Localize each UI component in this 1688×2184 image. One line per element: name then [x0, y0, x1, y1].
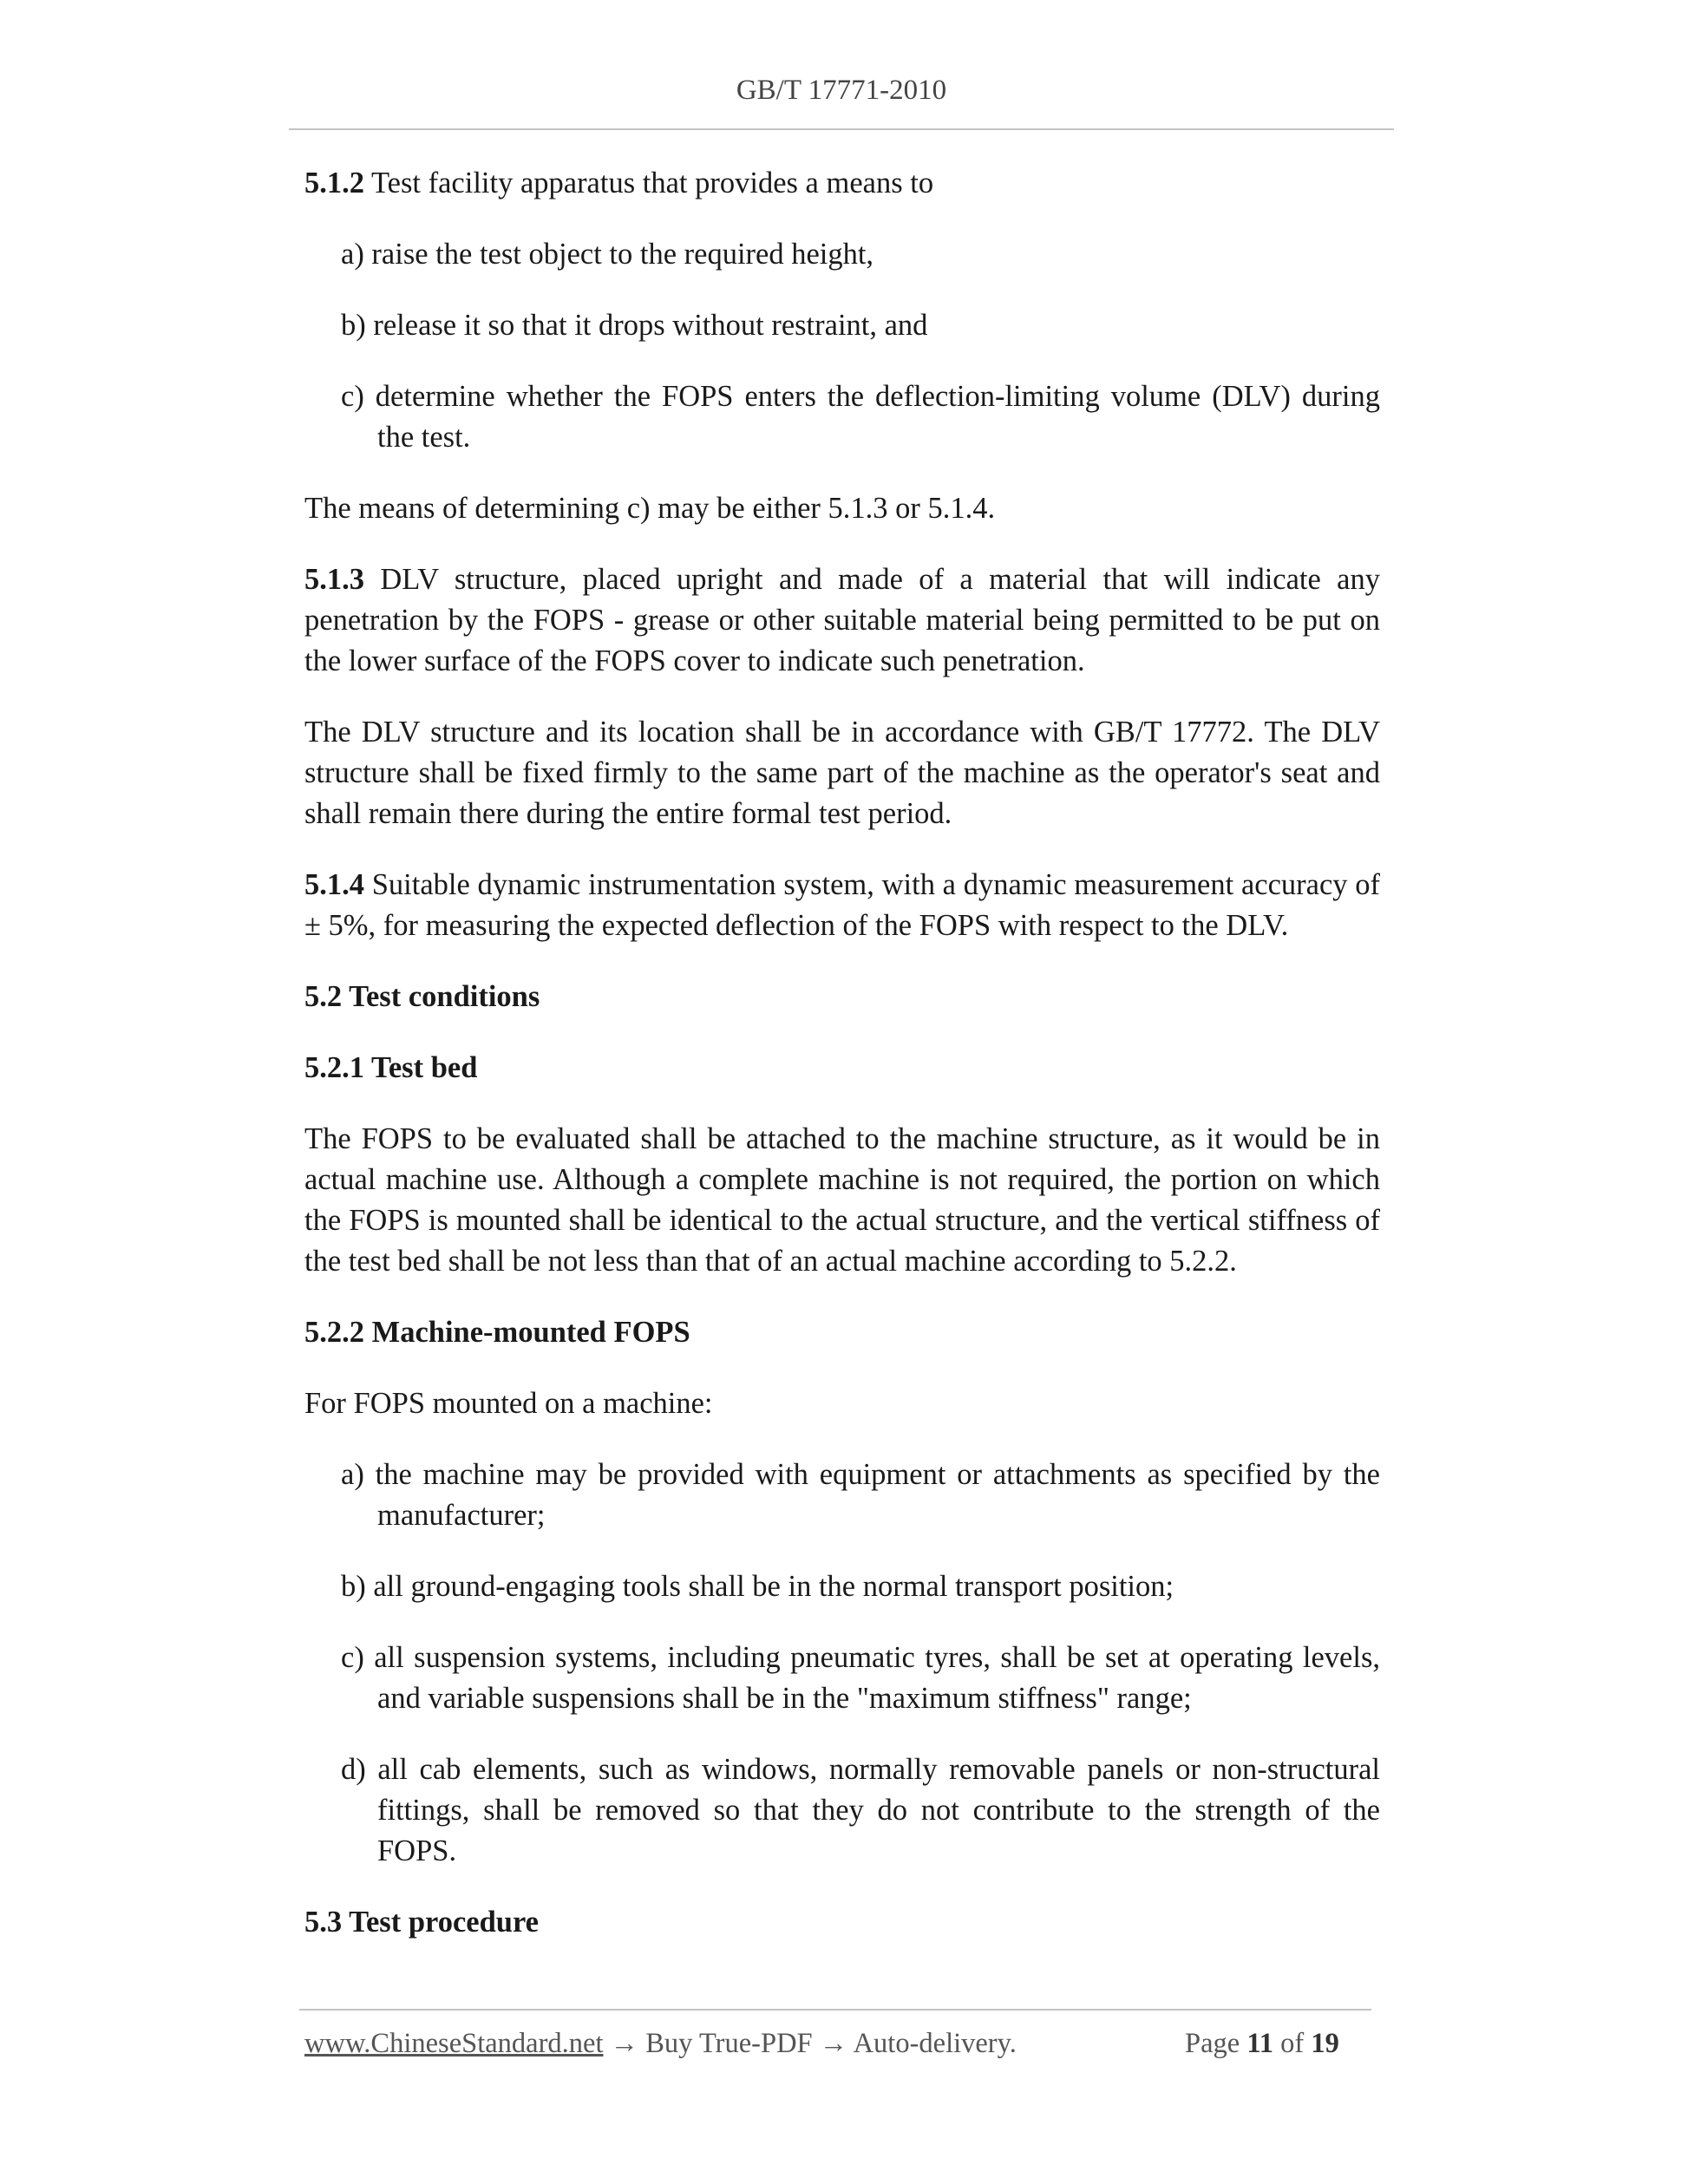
document-body — [304, 163, 1380, 1973]
page-indicator — [1185, 2028, 1339, 2060]
paragraph-test-bed: The FOPS to be evaluated shall be attached to the machine structure, as it would be in actual machine use. Although a complete machine is not required, the portion on which the FOPS is mounted shall be identical to the actual structure, and the vertical stiffness of the test bed shall be not less than that of an actual machine according to 5.2.2. — [304, 1122, 1380, 1278]
clause-5-1-4 — [304, 865, 1380, 946]
website-link[interactable]: www.ChineseStandard.net — [304, 2028, 604, 2059]
clause-number: 5.1.3 — [304, 563, 364, 596]
list-item-a: a) the machine may be provided with equipment or attachments as specified by the manufacturer; — [341, 1458, 1380, 1532]
heading-5-2-2: 5.2.2 Machine-mounted FOPS — [304, 1316, 690, 1349]
clause-text: DLV structure, placed upright and made of a material that will indicate any penetration by the FOPS - grease or other suitable material being permitted to be put on the lower surface of the FOPS cover to indicate such penetration. — [304, 563, 1380, 677]
list-item-c: c) all suspension systems, including pneumatic tyres, shall be set at operating levels, and variable suspensions shall be in the "maximum stiffness" range; — [341, 1641, 1380, 1715]
heading-5-2-1: 5.2.1 Test bed — [304, 1051, 478, 1084]
of-label: of — [1273, 2028, 1312, 2059]
paragraph-means: The means of determining c) may be either 5.1.3 or 5.1.4. — [304, 492, 996, 525]
paragraph-dlv: The DLV structure and its location shall be in accordance with GB/T 17772. The DLV structure shall be fixed firmly to the same part of the machine as the operator's seat and shall remain there during the entire formal test period. — [304, 716, 1380, 830]
list-item-b: b) release it so that it drops without restraint, and — [341, 309, 928, 342]
footer-promo-text: → Buy True-PDF → Auto-delivery. — [603, 2028, 1017, 2059]
list-item-c: c) determine whether the FOPS enters the deflection-limiting volume (DLV) during the test. — [341, 380, 1380, 454]
list-item-a: a) raise the test object to the required height, — [341, 238, 874, 271]
footer-promo — [304, 2028, 1017, 2060]
clause-5-1-3 — [304, 559, 1380, 682]
paragraph-for-fops: For FOPS mounted on a machine: — [304, 1387, 713, 1420]
footer-divider — [299, 2009, 1371, 2011]
clause-number: 5.1.4 — [304, 868, 364, 901]
page-header-title: GB/T 17771-2010 — [736, 75, 947, 106]
clause-text: Suitable dynamic instrumentation system, with a dynamic measurement accuracy of ± 5%, for measuring the expected deflection of the FOPS with respect to the DLV. — [304, 868, 1380, 942]
page-number: 11 — [1246, 2028, 1274, 2059]
page-total: 19 — [1311, 2028, 1339, 2059]
header-divider — [289, 128, 1394, 130]
page-label: Page — [1185, 2028, 1247, 2059]
list-item-d: d) all cab elements, such as windows, normally removable panels or non-structural fittings, shall be removed so that they do not contribute to the strength of the FOPS. — [341, 1753, 1380, 1867]
heading-5-2: 5.2 Test conditions — [304, 980, 540, 1013]
list-item-b: b) all ground-engaging tools shall be in the normal transport position; — [341, 1570, 1174, 1603]
heading-5-3: 5.3 Test procedure — [304, 1906, 539, 1939]
clause-text: Test facility apparatus that provides a means to — [364, 167, 934, 199]
clause-5-1-2 — [304, 163, 1380, 204]
clause-number: 5.1.2 — [304, 167, 364, 199]
